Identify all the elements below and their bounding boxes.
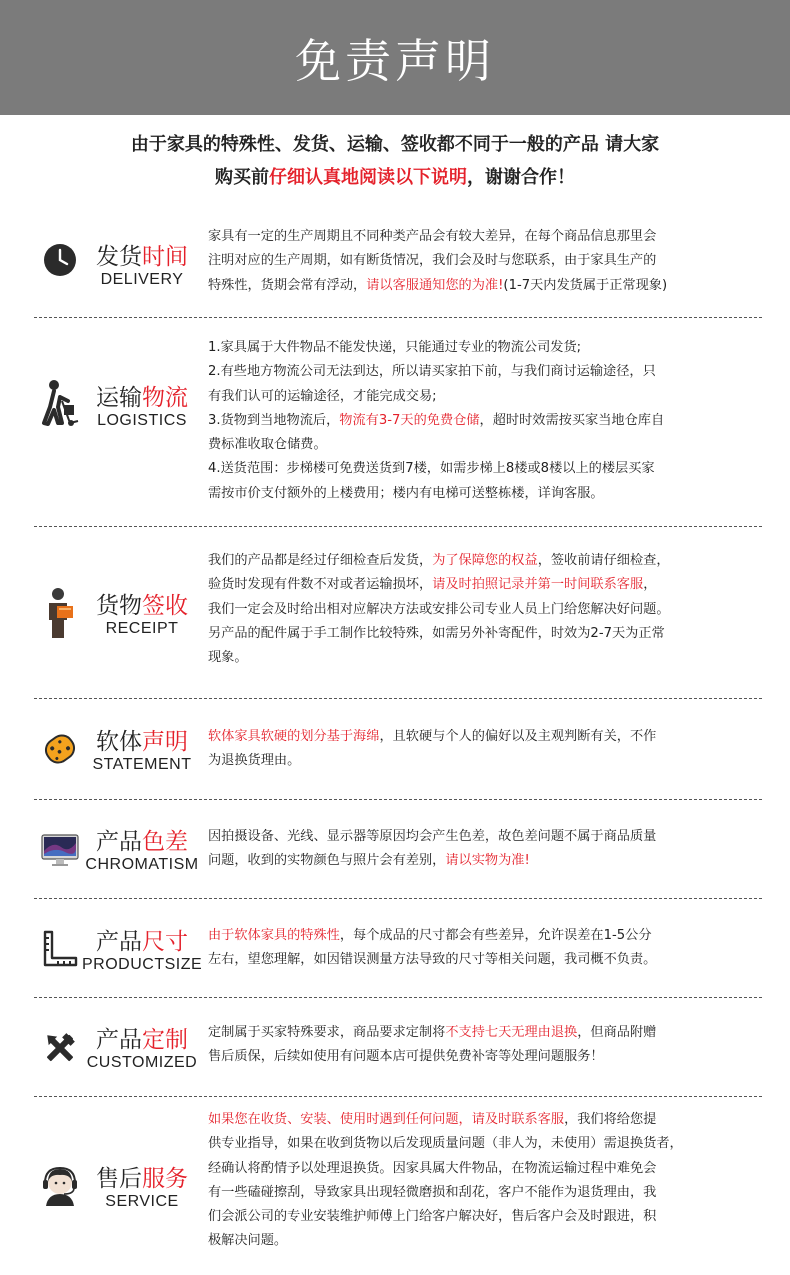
highlight-text: 物流有3-7天的免费仓储 <box>339 412 480 428</box>
intro-line-2-highlight: 仔细认真地阅读以下说明 <box>269 167 467 188</box>
body-text: ， <box>643 577 657 593</box>
section-body <box>208 725 753 774</box>
receipt-person-icon <box>40 588 80 638</box>
body-line <box>208 360 753 384</box>
tools-icon <box>40 1023 80 1073</box>
title-part-b: 定制 <box>142 1027 188 1053</box>
section-title-cn <box>82 729 202 755</box>
section-title-en: CUSTOMIZED <box>86 1054 198 1071</box>
body-text: (1-7天内发货属于正常现象) <box>503 277 668 293</box>
title-part-b: 签收 <box>142 593 188 619</box>
monitor-icon <box>40 825 80 875</box>
body-line <box>208 598 753 622</box>
highlight-text: 为了保障您的权益 <box>432 553 538 568</box>
section-body <box>208 1108 753 1254</box>
title-part-a: 产品 <box>96 929 142 955</box>
divider <box>34 526 762 527</box>
body-line <box>208 1132 753 1156</box>
body-text: 因拍摄设备、光线、显示器等原因均会产生色差，故色差问题不属于商品质量 <box>208 829 657 844</box>
divider <box>34 317 762 318</box>
clock-icon <box>40 235 80 285</box>
highlight-text: 如果您在收货、安装、使用时遇到任何问题，请及时联系客服 <box>208 1112 565 1127</box>
ruler-icon <box>40 924 80 974</box>
body-text: 4.送货范围：步梯楼可免费送货到7楼，如需步梯上8楼或8楼以上的楼层买家 <box>208 461 655 477</box>
section-title-cn <box>82 1166 202 1192</box>
body-text: 注明对应的生产周期，如有断货情况，我们会及时与您联系，由于家具生产的 <box>208 253 657 269</box>
title-part-b: 时间 <box>142 244 188 270</box>
body-line <box>208 1108 753 1132</box>
divider <box>34 898 762 899</box>
section-title-statement <box>82 729 202 775</box>
body-line <box>208 849 753 873</box>
body-text: 我们的产品都是经过仔细检查后发货， <box>208 553 433 568</box>
body-text: ，但商品附赠 <box>577 1025 657 1040</box>
body-line <box>208 482 753 506</box>
divider <box>34 1096 762 1097</box>
page-header <box>0 0 790 115</box>
body-text: 问题，收到的实物颜色与照片会有差别， <box>208 853 446 869</box>
section-body <box>208 1021 753 1070</box>
body-text: 售后质保，后续如使用有问题本店可提供免费补寄等处理问题服务！ <box>208 1049 604 1065</box>
body-line <box>208 749 753 773</box>
body-text: 极解决问题。 <box>208 1233 288 1249</box>
intro-text <box>0 128 790 194</box>
body-line <box>208 249 753 273</box>
section-title-cn <box>82 929 202 955</box>
highlight-text: 由于软体家具的特殊性 <box>208 928 340 943</box>
body-line <box>208 825 753 849</box>
title-part-a: 售后 <box>96 1166 142 1192</box>
section-title-cn <box>82 244 202 270</box>
title-part-b: 声明 <box>142 729 188 755</box>
body-line <box>208 646 753 670</box>
body-text: 左右，望您理解，如因错误测量方法导致的尺寸等相关问题，我司概不负责。 <box>208 952 657 968</box>
body-text: 有一些磕碰擦刮，导致家具出现轻微磨损和刮花，客户不能作为退货理由，我 <box>208 1184 657 1200</box>
body-line <box>208 573 753 597</box>
body-line <box>208 948 753 972</box>
intro-line-1: 由于家具的特殊性、发货、运输、签收都不同于一般的产品 请大家 <box>130 134 660 155</box>
sponge-icon <box>40 724 80 774</box>
body-line <box>208 409 753 433</box>
body-line <box>208 385 753 409</box>
title-part-a: 运输 <box>96 385 142 411</box>
section-title-delivery <box>82 244 202 290</box>
section-title-customized <box>82 1027 202 1073</box>
section-title-cn <box>82 593 202 619</box>
section-title-receipt <box>82 593 202 639</box>
body-text: ，签收前请仔细检查， <box>537 553 670 568</box>
section-title-cn <box>82 829 202 855</box>
highlight-text: 不支持七天无理由退换 <box>445 1025 578 1040</box>
page-title: 免责声明 <box>295 33 495 88</box>
section-title-logistics <box>82 385 202 431</box>
section-title-en: STATEMENT <box>92 756 192 773</box>
section-title-productsize <box>82 929 202 975</box>
highlight-text: 请以实物为准! <box>445 853 530 869</box>
title-part-b: 物流 <box>142 385 188 411</box>
title-part-b: 色差 <box>142 829 188 855</box>
body-text: 有我们认可的运输途径，才能完成交易; <box>208 388 437 404</box>
title-part-a: 货物 <box>96 593 142 619</box>
body-line <box>208 549 753 573</box>
divider <box>34 997 762 998</box>
body-line <box>208 725 753 749</box>
body-line <box>208 1157 753 1181</box>
highlight-text: 软体家具软硬的划分基于海绵 <box>208 729 380 744</box>
body-line <box>208 1045 753 1069</box>
body-text: 1.家具属于大件物品不能发快递，只能通过专业的物流公司发货; <box>208 340 582 355</box>
highlight-text: 请以客服通知您的为准! <box>366 277 504 293</box>
divider <box>34 799 762 800</box>
intro-line-2-prefix: 购买前 <box>215 167 269 188</box>
body-text: 家具有一定的生产周期且不同种类产品会有较大差异，在每个商品信息那里会 <box>208 229 657 244</box>
section-title-en: RECEIPT <box>105 620 179 637</box>
title-part-a: 产品 <box>96 1027 142 1053</box>
body-line <box>208 274 753 298</box>
body-line <box>208 1229 753 1253</box>
body-line <box>208 225 753 249</box>
body-text: 我们一定会及时给出相对应解决方法或安排公司专业人员上门给您解决好问题。 <box>208 601 670 617</box>
body-text: 定制属于买家特殊要求，商品要求定制将 <box>208 1025 446 1040</box>
body-line <box>208 1205 753 1229</box>
section-body <box>208 924 753 973</box>
section-body <box>208 825 753 874</box>
title-part-a: 产品 <box>96 829 142 855</box>
body-text: 们会派公司的专业安装维护师傅上门给客户解决好，售后客户会及时跟进，积 <box>208 1209 657 1225</box>
body-text: ，且软硬与个人的偏好以及主观判断有关，不作 <box>379 729 657 744</box>
section-title-cn <box>82 1027 202 1053</box>
body-text: 3.货物到当地物流后， <box>208 412 340 428</box>
title-part-b: 服务 <box>142 1166 188 1192</box>
body-text: 经确认将酌情予以处理退换货。因家具属大件物品，在物流运输过程中难免会 <box>208 1160 657 1176</box>
title-part-a: 发货 <box>96 244 142 270</box>
highlight-text: 请及时拍照记录并第一时间联系客服 <box>432 577 644 593</box>
body-text: ，每个成品的尺寸都会有些差异，允许误差在1-5公分 <box>339 928 652 943</box>
title-part-b: 尺寸 <box>142 929 188 955</box>
title-part-a: 软体 <box>96 729 142 755</box>
section-title-chromatism <box>82 829 202 875</box>
body-line <box>208 1181 753 1205</box>
body-line <box>208 433 753 457</box>
section-title-service <box>82 1166 202 1212</box>
customer-service-icon <box>40 1161 80 1211</box>
body-line <box>208 924 753 948</box>
body-text: 验货时发现有件数不对或者运输损坏， <box>208 577 433 593</box>
body-text: ，超时时效需按买家当地仓库自 <box>479 412 665 428</box>
section-body <box>208 225 753 298</box>
section-title-en: LOGISTICS <box>97 412 187 429</box>
divider <box>34 698 762 699</box>
body-text: 费标准收取仓储费。 <box>208 437 327 453</box>
body-line <box>208 336 753 360</box>
body-text: 特殊性，货期会常有浮动， <box>208 277 367 293</box>
body-text: 需按市价支付额外的上楼费用；楼内有电梯可送整栋楼，详询客服。 <box>208 485 604 501</box>
body-text: 另产品的配件属于手工制作比较特殊，如需另外补寄配件，时效为2-7天为正常 <box>208 625 665 641</box>
body-text: 2.有些地方物流公司无法到达，所以请买家拍下前，与我们商讨运输途径，只 <box>208 364 656 380</box>
section-body <box>208 549 753 670</box>
body-line <box>208 457 753 481</box>
section-title-en: SERVICE <box>105 1193 179 1210</box>
delivery-worker-icon <box>40 378 80 428</box>
section-title-cn <box>82 385 202 411</box>
section-body <box>208 336 753 506</box>
body-text: ，我们将给您提 <box>564 1112 657 1127</box>
intro-line-2-suffix: ，谢谢合作！ <box>467 167 575 188</box>
intro-line-2 <box>0 161 790 194</box>
body-text: 现象。 <box>208 650 248 666</box>
body-text: 供专业指导，如果在收到货物以后发现质量问题（非人为，未使用）需退换货者， <box>208 1136 683 1152</box>
body-line <box>208 1021 753 1045</box>
section-title-en: DELIVERY <box>100 271 184 288</box>
section-title-en: CHROMATISM <box>85 856 199 873</box>
section-title-en: PRODUCTSIZE <box>82 956 203 973</box>
body-line <box>208 622 753 646</box>
body-text: 为退换货理由。 <box>208 753 301 769</box>
